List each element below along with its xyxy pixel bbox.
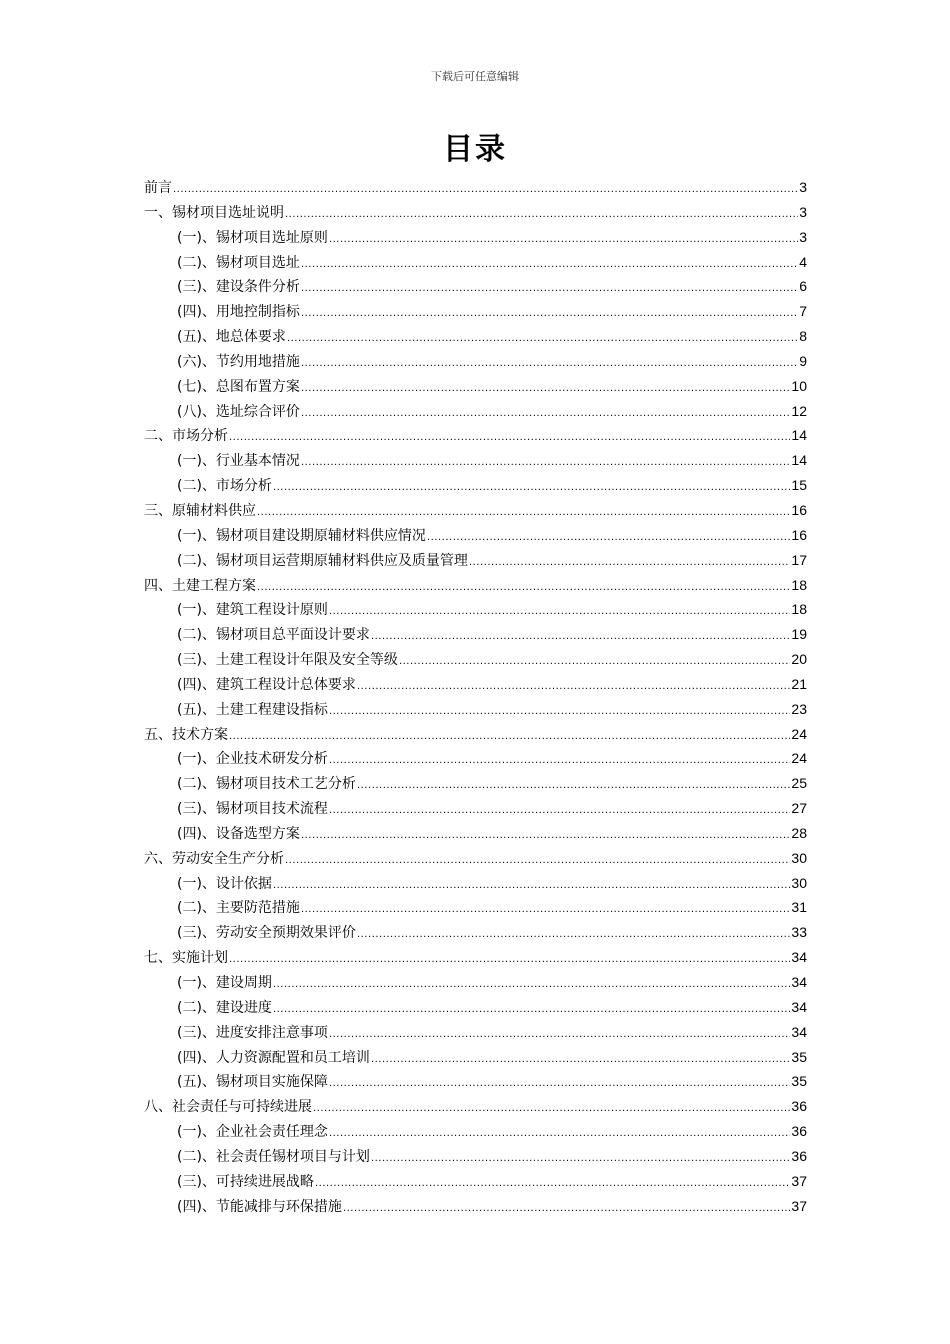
toc-dot-leader bbox=[329, 700, 790, 725]
toc-entry-title: 七、实施计划 bbox=[144, 950, 228, 967]
toc-dot-leader bbox=[329, 600, 790, 625]
toc-entry[interactable] bbox=[144, 374, 807, 399]
toc-dot-leader bbox=[399, 650, 790, 675]
toc-entry-title: (二)、主要防范措施 bbox=[177, 900, 300, 917]
toc-entry-page-number: 16 bbox=[791, 526, 807, 543]
toc-entry[interactable] bbox=[144, 1169, 807, 1194]
toc-entry-page-number: 34 bbox=[791, 949, 807, 966]
toc-dot-leader bbox=[301, 352, 798, 377]
toc-entry[interactable] bbox=[144, 448, 807, 473]
toc-entry-title: 八、社会责任与可持续进展 bbox=[144, 1099, 312, 1116]
toc-dot-leader bbox=[357, 923, 790, 948]
toc-entry-page-number: 16 bbox=[791, 501, 807, 518]
toc-entry[interactable] bbox=[144, 1045, 807, 1070]
toc-entry-title: (一)、建筑工程设计原则 bbox=[177, 602, 328, 619]
toc-entry[interactable] bbox=[144, 746, 807, 771]
toc-entry-title: (四)、设备选型方案 bbox=[177, 825, 300, 842]
toc-dot-leader bbox=[329, 749, 790, 774]
toc-entry-title: (七)、总图布置方案 bbox=[177, 378, 300, 395]
toc-entry[interactable] bbox=[144, 225, 807, 250]
toc-entry-page-number: 34 bbox=[791, 1023, 807, 1040]
toc-entry-title: (一)、行业基本情况 bbox=[177, 453, 300, 470]
toc-entry-title: 六、劳动安全生产分析 bbox=[144, 850, 284, 867]
toc-entry[interactable] bbox=[144, 945, 807, 970]
toc-dot-leader bbox=[357, 675, 790, 700]
toc-entry-title: 三、原辅材料供应 bbox=[144, 502, 256, 519]
toc-dot-leader bbox=[329, 1023, 790, 1048]
toc-entry[interactable] bbox=[144, 324, 807, 349]
toc-entry[interactable] bbox=[144, 498, 807, 523]
toc-entry-page-number: 21 bbox=[791, 675, 807, 692]
toc-dot-leader bbox=[301, 824, 790, 849]
toc-entry-page-number: 24 bbox=[791, 725, 807, 742]
toc-dot-leader bbox=[301, 302, 798, 327]
toc-entry-page-number: 33 bbox=[791, 924, 807, 941]
toc-entry-page-number: 25 bbox=[791, 775, 807, 792]
toc-entry-title: (四)、节能减排与环保措施 bbox=[177, 1198, 342, 1215]
toc-entry[interactable] bbox=[144, 871, 807, 896]
toc-dot-leader bbox=[343, 1197, 790, 1222]
toc-entry[interactable] bbox=[144, 647, 807, 672]
toc-entry-page-number: 14 bbox=[791, 427, 807, 444]
toc-entry-page-number: 36 bbox=[791, 1147, 807, 1164]
toc-entry-title: (二)、社会责任锡材项目与计划 bbox=[177, 1148, 370, 1165]
toc-entry-page-number: 36 bbox=[791, 1098, 807, 1115]
toc-dot-leader bbox=[371, 625, 790, 650]
toc-entry-title: 五、技术方案 bbox=[144, 726, 228, 743]
toc-entry-page-number: 17 bbox=[791, 551, 807, 568]
toc-dot-leader bbox=[301, 451, 790, 476]
toc-dot-leader bbox=[301, 402, 790, 427]
toc-entry-title: 四、土建工程方案 bbox=[144, 577, 256, 594]
toc-entry-page-number: 37 bbox=[791, 1197, 807, 1214]
toc-entry[interactable] bbox=[144, 349, 807, 374]
toc-dot-leader bbox=[285, 849, 790, 874]
toc-entry[interactable] bbox=[144, 722, 807, 747]
toc-dot-leader bbox=[329, 228, 798, 253]
toc-dot-leader bbox=[301, 253, 798, 278]
toc-entry[interactable] bbox=[144, 995, 807, 1020]
toc-entry-title: (八)、选址综合评价 bbox=[177, 403, 300, 420]
toc-entry-title: 二、市场分析 bbox=[144, 428, 228, 445]
toc-dot-leader bbox=[313, 1097, 790, 1122]
toc-entry-title: 前言 bbox=[144, 180, 172, 196]
toc-entry-title: (五)、土建工程建设指标 bbox=[177, 701, 328, 718]
toc-entry-title: (二)、建设进度 bbox=[177, 999, 272, 1016]
toc-entry[interactable] bbox=[144, 399, 807, 424]
toc-entry[interactable] bbox=[144, 523, 807, 548]
toc-entry-title: (二)、锡材项目选址 bbox=[177, 254, 300, 271]
toc-entry-page-number: 3 bbox=[799, 179, 807, 195]
toc-entry-page-number: 18 bbox=[791, 576, 807, 593]
toc-entry-page-number: 34 bbox=[791, 998, 807, 1015]
toc-entry[interactable] bbox=[144, 821, 807, 846]
toc-entry-page-number: 28 bbox=[791, 824, 807, 841]
toc-entry[interactable] bbox=[144, 597, 807, 622]
toc-dot-leader bbox=[273, 476, 790, 501]
header-note: 下载后可任意编辑 bbox=[431, 70, 519, 83]
toc-entry[interactable] bbox=[144, 175, 807, 200]
toc-dot-leader bbox=[257, 501, 790, 526]
toc-entry[interactable] bbox=[144, 548, 807, 573]
toc-entry-page-number: 9 bbox=[799, 352, 807, 369]
toc-entry-title: (二)、锡材项目运营期原辅材料供应及质量管理 bbox=[177, 552, 468, 569]
toc-entry-page-number: 8 bbox=[799, 328, 807, 345]
toc-entry[interactable] bbox=[144, 970, 807, 995]
toc-entry-page-number: 30 bbox=[791, 849, 807, 866]
toc-dot-leader bbox=[273, 874, 790, 899]
toc-dot-leader bbox=[315, 1172, 790, 1197]
toc-entry-title: (四)、人力资源配置和员工培训 bbox=[177, 1049, 370, 1066]
toc-entry[interactable] bbox=[144, 920, 807, 945]
toc-entry[interactable] bbox=[144, 697, 807, 722]
toc-entry[interactable] bbox=[144, 1119, 807, 1144]
toc-entry[interactable] bbox=[144, 1194, 807, 1219]
toc-dot-leader bbox=[371, 1048, 790, 1073]
toc-dot-leader bbox=[229, 426, 790, 451]
toc-entry[interactable] bbox=[144, 771, 807, 796]
toc-entry-page-number: 19 bbox=[791, 626, 807, 643]
toc-dot-leader bbox=[329, 1072, 790, 1097]
toc-entry-page-number: 4 bbox=[799, 253, 807, 270]
toc-entry[interactable] bbox=[144, 796, 807, 821]
toc-entry-title: (三)、劳动安全预期效果评价 bbox=[177, 925, 356, 942]
toc-entry-title: (三)、锡材项目技术流程 bbox=[177, 801, 328, 818]
toc-entry-page-number: 27 bbox=[791, 800, 807, 817]
toc-entry-page-number: 7 bbox=[799, 303, 807, 320]
toc-dot-leader bbox=[371, 1147, 790, 1172]
toc-entry[interactable] bbox=[144, 1020, 807, 1045]
toc-entry-title: (二)、锡材项目总平面设计要求 bbox=[177, 627, 370, 644]
toc-entry-title: (五)、锡材项目实施保障 bbox=[177, 1074, 328, 1091]
toc-entry-title: (一)、企业社会责任理念 bbox=[177, 1124, 328, 1141]
toc-entry[interactable] bbox=[144, 250, 807, 275]
toc-entry-title: (四)、用地控制指标 bbox=[177, 304, 300, 321]
toc-entry[interactable] bbox=[144, 573, 807, 598]
page-title: 目录 bbox=[443, 132, 507, 167]
toc-entry-title: (一)、企业技术研发分析 bbox=[177, 751, 328, 768]
toc-entry-title: (一)、锡材项目建设期原辅材料供应情况 bbox=[177, 527, 426, 544]
toc-entry-page-number: 24 bbox=[791, 750, 807, 767]
toc-entry-title: (四)、建筑工程设计总体要求 bbox=[177, 676, 356, 693]
toc-entry-page-number: 37 bbox=[791, 1172, 807, 1189]
toc-dot-leader bbox=[301, 377, 790, 402]
toc-dot-leader bbox=[273, 998, 790, 1023]
toc-dot-leader bbox=[229, 725, 790, 750]
toc-dot-leader bbox=[329, 799, 790, 824]
toc-entry-page-number: 23 bbox=[791, 700, 807, 717]
toc-entry-title: (三)、建设条件分析 bbox=[177, 279, 300, 296]
toc-dot-leader bbox=[229, 948, 790, 973]
toc-entry-page-number: 34 bbox=[791, 974, 807, 990]
toc-dot-leader bbox=[173, 178, 798, 203]
toc-entry-page-number: 15 bbox=[791, 477, 807, 494]
toc-entry[interactable] bbox=[144, 200, 807, 225]
toc-entry[interactable] bbox=[144, 423, 807, 448]
toc-entry-title: (五)、地总体要求 bbox=[177, 329, 286, 346]
toc-entry-title: (一)、建设周期 bbox=[177, 975, 272, 991]
toc-entry-title: (三)、进度安排注意事项 bbox=[177, 1024, 328, 1041]
toc-dot-leader bbox=[287, 327, 798, 352]
toc-dot-leader bbox=[285, 203, 798, 228]
toc-entry-page-number: 12 bbox=[791, 402, 807, 419]
toc-entry[interactable] bbox=[144, 274, 807, 299]
toc-entry-page-number: 14 bbox=[791, 452, 807, 469]
toc-entry-title: (三)、可持续进展战略 bbox=[177, 1173, 314, 1190]
toc-entry[interactable] bbox=[144, 672, 807, 697]
toc-dot-leader bbox=[469, 551, 790, 576]
toc-dot-leader bbox=[257, 576, 790, 601]
toc-entry-page-number: 18 bbox=[791, 601, 807, 618]
toc-dot-leader bbox=[357, 774, 790, 799]
toc-entry-title: (六)、节约用地措施 bbox=[177, 353, 300, 370]
toc-entry[interactable] bbox=[144, 299, 807, 324]
toc-entry-page-number: 36 bbox=[791, 1123, 807, 1140]
toc-entry-page-number: 3 bbox=[799, 228, 807, 245]
toc-entry[interactable] bbox=[144, 1144, 807, 1169]
toc-dot-leader bbox=[301, 898, 790, 923]
toc-entry-title: (二)、市场分析 bbox=[177, 478, 272, 495]
toc-entry-title: 一、锡材项目选址说明 bbox=[144, 204, 284, 221]
toc-entry-page-number: 3 bbox=[799, 203, 807, 220]
toc-entry[interactable] bbox=[144, 1094, 807, 1119]
toc-entry-page-number: 35 bbox=[791, 1048, 807, 1065]
toc-entry-page-number: 31 bbox=[791, 899, 807, 916]
toc-entry[interactable] bbox=[144, 473, 807, 498]
toc-dot-leader bbox=[427, 526, 790, 551]
toc-dot-leader bbox=[329, 1122, 790, 1147]
toc-entry-page-number: 30 bbox=[791, 874, 807, 891]
toc-entry[interactable] bbox=[144, 1069, 807, 1094]
toc-entry-title: (一)、设计依据 bbox=[177, 875, 272, 892]
toc-entry-title: (一)、锡材项目选址原则 bbox=[177, 229, 328, 246]
toc-entry-page-number: 20 bbox=[791, 651, 807, 668]
toc-entry-title: (二)、锡材项目技术工艺分析 bbox=[177, 776, 356, 793]
toc-dot-leader bbox=[273, 973, 790, 998]
table-of-contents bbox=[144, 175, 807, 1218]
toc-entry-title: (三)、土建工程设计年限及安全等级 bbox=[177, 652, 398, 669]
toc-dot-leader bbox=[301, 277, 798, 302]
toc-entry[interactable] bbox=[144, 846, 807, 871]
toc-entry[interactable] bbox=[144, 895, 807, 920]
toc-entry[interactable] bbox=[144, 622, 807, 647]
toc-entry-page-number: 6 bbox=[799, 278, 807, 295]
toc-entry-page-number: 10 bbox=[791, 377, 807, 394]
toc-entry-page-number: 35 bbox=[791, 1073, 807, 1090]
